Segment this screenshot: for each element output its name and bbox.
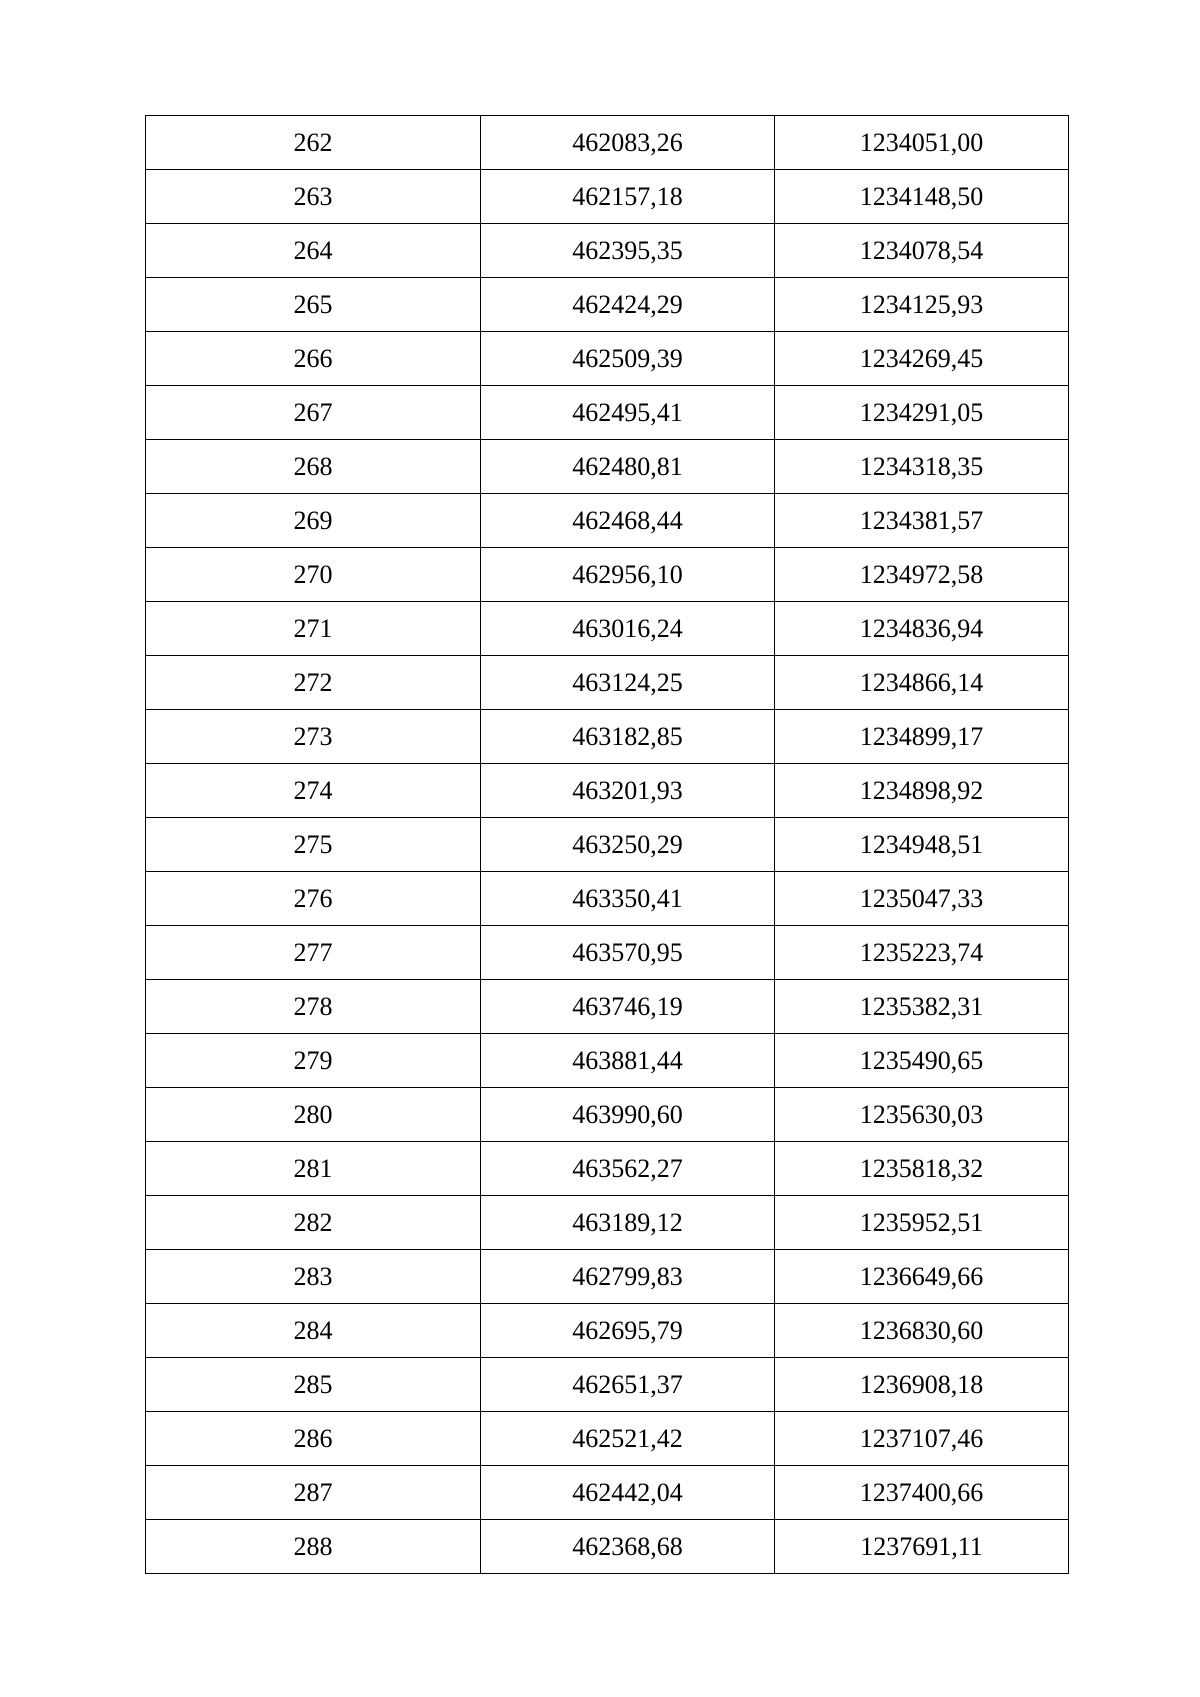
x-coordinate-cell: 463189,12 — [481, 1196, 775, 1250]
x-coordinate-cell: 463746,19 — [481, 980, 775, 1034]
y-coordinate-cell: 1235382,31 — [775, 980, 1069, 1034]
x-coordinate-cell: 462157,18 — [481, 170, 775, 224]
x-coordinate-cell: 462368,68 — [481, 1520, 775, 1574]
table-row — [146, 440, 1069, 494]
point-number-cell: 270 — [146, 548, 481, 602]
y-coordinate-cell: 1234269,45 — [775, 332, 1069, 386]
point-number-cell: 283 — [146, 1250, 481, 1304]
x-coordinate-cell: 463182,85 — [481, 710, 775, 764]
x-coordinate-cell: 462395,35 — [481, 224, 775, 278]
point-number-cell: 288 — [146, 1520, 481, 1574]
table-row — [146, 710, 1069, 764]
point-number-cell: 285 — [146, 1358, 481, 1412]
point-number-cell: 263 — [146, 170, 481, 224]
table-row — [146, 1304, 1069, 1358]
y-coordinate-cell: 1237400,66 — [775, 1466, 1069, 1520]
table-row — [146, 1196, 1069, 1250]
point-number-cell: 287 — [146, 1466, 481, 1520]
table-row — [146, 386, 1069, 440]
point-number-cell: 279 — [146, 1034, 481, 1088]
y-coordinate-cell: 1234051,00 — [775, 116, 1069, 170]
table-row — [146, 656, 1069, 710]
table-row — [146, 926, 1069, 980]
point-number-cell: 280 — [146, 1088, 481, 1142]
table-row — [146, 224, 1069, 278]
x-coordinate-cell: 462799,83 — [481, 1250, 775, 1304]
y-coordinate-cell: 1234866,14 — [775, 656, 1069, 710]
point-number-cell: 277 — [146, 926, 481, 980]
x-coordinate-cell: 462651,37 — [481, 1358, 775, 1412]
point-number-cell: 266 — [146, 332, 481, 386]
x-coordinate-cell: 463562,27 — [481, 1142, 775, 1196]
y-coordinate-cell: 1234381,57 — [775, 494, 1069, 548]
point-number-cell: 265 — [146, 278, 481, 332]
point-number-cell: 284 — [146, 1304, 481, 1358]
x-coordinate-cell: 463990,60 — [481, 1088, 775, 1142]
table-row — [146, 170, 1069, 224]
point-number-cell: 282 — [146, 1196, 481, 1250]
y-coordinate-cell: 1235630,03 — [775, 1088, 1069, 1142]
x-coordinate-cell: 462442,04 — [481, 1466, 775, 1520]
x-coordinate-cell: 463016,24 — [481, 602, 775, 656]
y-coordinate-cell: 1234948,51 — [775, 818, 1069, 872]
x-coordinate-cell: 462083,26 — [481, 116, 775, 170]
point-number-cell: 276 — [146, 872, 481, 926]
table-row — [146, 818, 1069, 872]
x-coordinate-cell: 463350,41 — [481, 872, 775, 926]
point-number-cell: 273 — [146, 710, 481, 764]
y-coordinate-cell: 1235952,51 — [775, 1196, 1069, 1250]
point-number-cell: 275 — [146, 818, 481, 872]
table-row — [146, 1520, 1069, 1574]
y-coordinate-cell: 1237691,11 — [775, 1520, 1069, 1574]
table-row — [146, 278, 1069, 332]
y-coordinate-cell: 1234972,58 — [775, 548, 1069, 602]
table-row — [146, 494, 1069, 548]
y-coordinate-cell: 1234898,92 — [775, 764, 1069, 818]
y-coordinate-cell: 1236830,60 — [775, 1304, 1069, 1358]
y-coordinate-cell: 1234291,05 — [775, 386, 1069, 440]
point-number-cell: 286 — [146, 1412, 481, 1466]
y-coordinate-cell: 1235818,32 — [775, 1142, 1069, 1196]
table-row — [146, 872, 1069, 926]
point-number-cell: 274 — [146, 764, 481, 818]
point-number-cell: 281 — [146, 1142, 481, 1196]
point-number-cell: 264 — [146, 224, 481, 278]
table-row — [146, 1034, 1069, 1088]
coordinates-table-body — [146, 116, 1069, 1574]
y-coordinate-cell: 1234125,93 — [775, 278, 1069, 332]
y-coordinate-cell: 1236649,66 — [775, 1250, 1069, 1304]
table-row — [146, 1358, 1069, 1412]
table-row — [146, 980, 1069, 1034]
x-coordinate-cell: 462495,41 — [481, 386, 775, 440]
x-coordinate-cell: 462509,39 — [481, 332, 775, 386]
point-number-cell: 272 — [146, 656, 481, 710]
y-coordinate-cell: 1235047,33 — [775, 872, 1069, 926]
y-coordinate-cell: 1237107,46 — [775, 1412, 1069, 1466]
x-coordinate-cell: 463570,95 — [481, 926, 775, 980]
table-row — [146, 1466, 1069, 1520]
table-row — [146, 1142, 1069, 1196]
x-coordinate-cell: 462424,29 — [481, 278, 775, 332]
point-number-cell: 268 — [146, 440, 481, 494]
point-number-cell: 278 — [146, 980, 481, 1034]
x-coordinate-cell: 462521,42 — [481, 1412, 775, 1466]
coordinates-table — [145, 115, 1069, 1574]
x-coordinate-cell: 463250,29 — [481, 818, 775, 872]
x-coordinate-cell: 463881,44 — [481, 1034, 775, 1088]
point-number-cell: 262 — [146, 116, 481, 170]
y-coordinate-cell: 1236908,18 — [775, 1358, 1069, 1412]
y-coordinate-cell: 1234836,94 — [775, 602, 1069, 656]
table-row — [146, 1250, 1069, 1304]
x-coordinate-cell: 462956,10 — [481, 548, 775, 602]
y-coordinate-cell: 1234078,54 — [775, 224, 1069, 278]
x-coordinate-cell: 462695,79 — [481, 1304, 775, 1358]
table-row — [146, 1412, 1069, 1466]
y-coordinate-cell: 1234148,50 — [775, 170, 1069, 224]
point-number-cell: 271 — [146, 602, 481, 656]
table-row — [146, 602, 1069, 656]
y-coordinate-cell: 1235490,65 — [775, 1034, 1069, 1088]
table-row — [146, 332, 1069, 386]
table-row — [146, 116, 1069, 170]
y-coordinate-cell: 1234318,35 — [775, 440, 1069, 494]
x-coordinate-cell: 463201,93 — [481, 764, 775, 818]
table-row — [146, 1088, 1069, 1142]
point-number-cell: 269 — [146, 494, 481, 548]
y-coordinate-cell: 1235223,74 — [775, 926, 1069, 980]
table-row — [146, 548, 1069, 602]
point-number-cell: 267 — [146, 386, 481, 440]
x-coordinate-cell: 462468,44 — [481, 494, 775, 548]
y-coordinate-cell: 1234899,17 — [775, 710, 1069, 764]
x-coordinate-cell: 462480,81 — [481, 440, 775, 494]
x-coordinate-cell: 463124,25 — [481, 656, 775, 710]
table-row — [146, 764, 1069, 818]
